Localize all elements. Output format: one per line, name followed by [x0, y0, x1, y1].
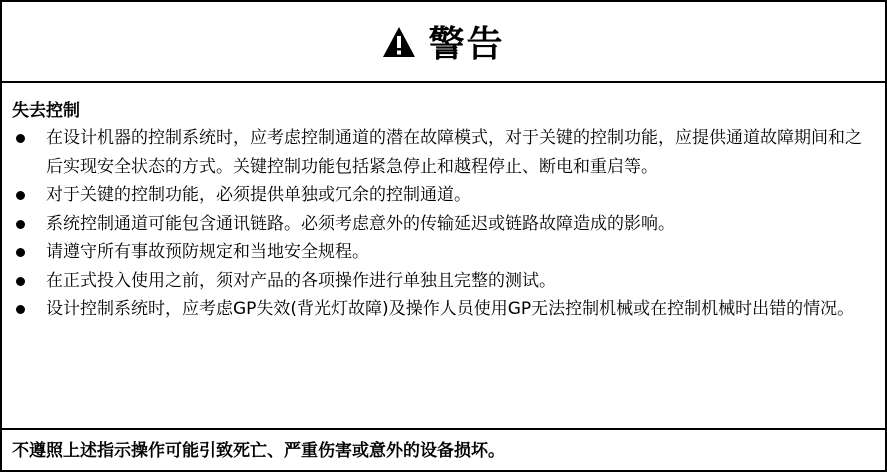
- warning-title: 警告: [428, 24, 505, 65]
- bullet-icon: [16, 248, 25, 257]
- warning-triangle-icon: [382, 26, 416, 58]
- list-item-text: 在正式投入使用之前，须对产品的各项操作进行单独且完整的测试。: [46, 270, 556, 291]
- list-item-text: 设计控制系统时，应考虑GP失效(背光灯故障)及操作人员使用GP无法控制机械或在控制机械时出错的情况。: [46, 299, 855, 319]
- list-item: [12, 124, 872, 181]
- bullet-icon: [16, 305, 25, 314]
- bullet-icon: [16, 277, 25, 286]
- section-label: 失去控制: [12, 101, 80, 121]
- list-item: [12, 181, 872, 210]
- hazard-list: [12, 124, 872, 324]
- list-item: [12, 210, 872, 239]
- list-item-text: 请遵守所有事故预防规定和当地安全规程。: [46, 242, 369, 262]
- list-item-text: 在设计机器的控制系统时，应考虑控制通道的潜在故障模式，对于关键的控制功能，应提供通道故障期间和之后实现安全状态的方式。关键控制功能包括紧急停止和越程停止、断电和重启等。: [46, 128, 862, 177]
- warning-header: [2, 2, 885, 83]
- footer-divider: [2, 428, 885, 430]
- list-item: [12, 295, 872, 324]
- bullet-icon: [16, 134, 25, 143]
- consequence-statement: 不遵照上述指示操作可能引致死亡、严重伤害或意外的设备损坏。: [12, 441, 505, 461]
- list-item-text: 对于关键的控制功能，必须提供单独或冗余的控制通道。: [46, 185, 471, 205]
- bullet-icon: [16, 220, 25, 229]
- bullet-icon: [16, 191, 25, 200]
- list-item-text: 系统控制通道可能包含通讯链路。必须考虑意外的传输延迟或链路故障造成的影响。: [46, 213, 675, 234]
- list-item: [12, 267, 872, 296]
- list-item: [12, 238, 872, 267]
